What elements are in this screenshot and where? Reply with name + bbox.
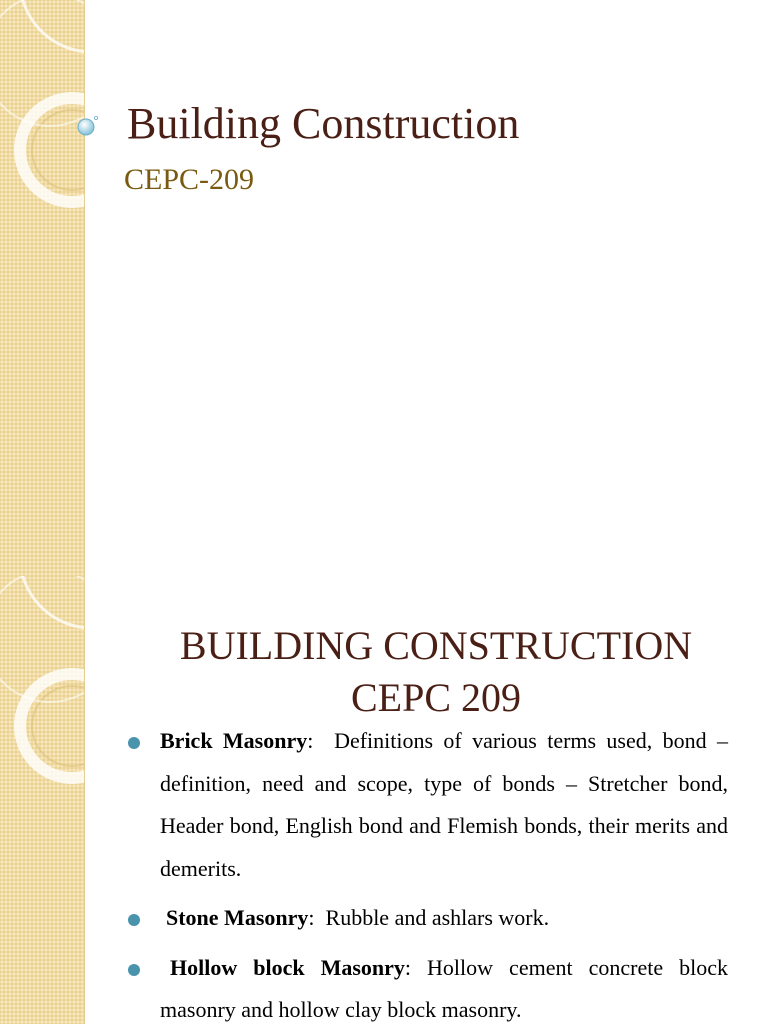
topic-name: Stone Masonry — [166, 905, 309, 930]
topic-separator: : — [404, 954, 428, 980]
topic-name: Hollow block Masonry — [170, 954, 405, 980]
slide-syllabus — [0, 576, 768, 1024]
decorative-rings-icon — [0, 576, 84, 1024]
topic-text: Hollow cement concrete block masonry and hollow clay block masonry. — [160, 954, 728, 1022]
topic-text: Definitions of various terms used, bond – definition, need and scope, type of bonds – Stretcher bond, Header bond, English bond and Flemish bonds, their merits and demerits. — [160, 728, 728, 881]
decorative-side-strip — [0, 576, 85, 1024]
topic-text: Rubble and ashlars work. — [325, 905, 550, 930]
topic-separator: : — [307, 728, 335, 753]
bullet-icon — [128, 914, 140, 926]
syllabus-heading-line-2: CEPC 209 — [350, 675, 522, 720]
syllabus-heading-line-1: BUILDING CONSTRUCTION — [179, 623, 693, 668]
course-code-subtitle: CEPC-209 — [124, 163, 255, 196]
syllabus-heading — [140, 620, 732, 724]
decorative-side-strip — [0, 0, 85, 576]
list-item — [128, 897, 728, 940]
topic-list — [128, 720, 728, 1024]
bullet-icon — [128, 964, 140, 976]
list-item — [128, 720, 728, 890]
page-title: Building Construction — [127, 99, 520, 148]
list-item — [128, 947, 728, 1024]
topic-name: Brick Masonry — [160, 728, 308, 753]
title-bubble-icon — [76, 116, 98, 138]
decorative-rings-icon — [0, 0, 84, 576]
topic-separator: : — [308, 905, 326, 930]
bullet-icon — [128, 737, 140, 749]
